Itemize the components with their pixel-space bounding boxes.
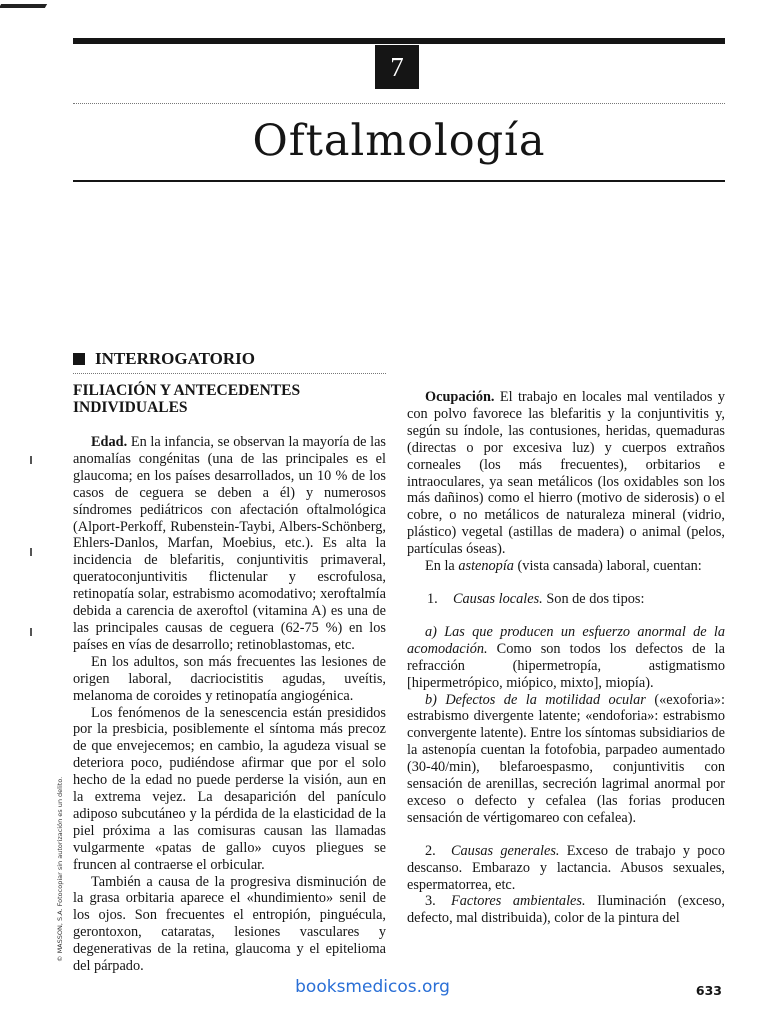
text-fragment: Como son todos los defectos de la refracción (hipermetropía, astigmatismo [hipermetrópico, miópico, mixto], miopía). bbox=[407, 640, 725, 691]
margin-tick bbox=[30, 456, 32, 464]
italic-term: Causas locales. bbox=[453, 590, 543, 607]
section-square-icon bbox=[73, 353, 85, 365]
italic-term: b) Defectos de la motilidad ocular bbox=[425, 691, 646, 708]
copyright-margin-note: © MASSON, S.A. Fotocopiar sin autorización es un delito. bbox=[56, 776, 64, 962]
subitem-b bbox=[407, 692, 725, 827]
section-title: INTERROGATORIO bbox=[95, 349, 255, 368]
ocupacion-label: Ocupación. bbox=[425, 389, 495, 405]
left-column bbox=[73, 348, 386, 975]
text-fragment: Exceso de trabajo y poco descanso. Embarazo y lactancia. Abusos sexuales, espermatorrea, etc. bbox=[407, 842, 725, 893]
list-item-causas-generales bbox=[407, 843, 725, 894]
text-fragment: Iluminación (exceso, defecto, mal distribuida), color de la pintura del bbox=[407, 893, 725, 927]
section-divider bbox=[73, 373, 386, 374]
list-item-factores-ambientales bbox=[407, 893, 725, 927]
item-number: 2. bbox=[425, 842, 436, 859]
sub-heading: FILIACIÓN Y ANTECEDENTES INDIVIDUALES bbox=[73, 382, 301, 416]
chapter-number: 7 bbox=[375, 45, 419, 89]
chapter-title: Oftalmología bbox=[252, 116, 546, 166]
paragraph-text: El trabajo en locales mal ventilados y con polvo favorece las blefaritis y la conjuntivitis y, según su índole, las contusiones, heridas, quemaduras (directas o por excesiva luz) y cuerpos extraños corneales (los más frecuentes), orbitarios e intraoculares, ya sean metálicos (los oxidables son los más dañinos) como el hierro (motivo de siderosis) o el cobre, o no metálicos de naturaleza mineral (vidrio, plástico) vegetal (astillas de madera) o animal (pelos, partículas óseas). bbox=[407, 389, 725, 558]
item-number: 1. bbox=[427, 590, 438, 607]
spacer bbox=[407, 373, 725, 389]
list-item-causas-locales bbox=[407, 591, 725, 608]
paragraph-senescencia: Los fenómenos de la senescencia están presididos por la presbicia, posiblemente el síntoma más precoz de que envejecemos; en cambio, la agudeza visual se deteriora poco, pudiéndose afirmar que por el solo hecho de la edad no puede perderse la visión, aun en la extrema vejez. La desaparición del panículo adiposo subcutáneo y la pérdida de la elasticidad de la piel próxima a las comisuras causan las llamadas vulgarmente «patas de gallo» cuyos pliegues se fruncen al contraerse el orbicular. bbox=[73, 704, 386, 873]
corner-mark bbox=[0, 4, 47, 8]
edad-label: Edad. bbox=[91, 434, 128, 450]
right-column bbox=[407, 356, 725, 927]
spacer bbox=[407, 827, 725, 843]
paragraph-astenopia bbox=[407, 558, 725, 575]
title-rule bbox=[73, 180, 725, 182]
paragraph-edad bbox=[73, 434, 386, 654]
margin-tick bbox=[30, 548, 32, 556]
item-number: 3. bbox=[425, 893, 436, 910]
italic-term: astenopía bbox=[458, 558, 514, 575]
margin-tick bbox=[30, 628, 32, 636]
text-fragment: En la bbox=[425, 558, 459, 575]
dotted-rule bbox=[73, 103, 725, 104]
spacer bbox=[407, 608, 725, 624]
text-fragment: (vista cansada) laboral, cuentan: bbox=[513, 558, 702, 575]
section-heading bbox=[73, 348, 386, 370]
italic-term: Causas generales. bbox=[451, 842, 560, 859]
paragraph-ocupacion bbox=[407, 389, 725, 558]
paragraph-adultos: En los adultos, son más frecuentes las lesiones de origen laboral, dacriocistitis agudas, uveítis, melanoma de coroides y retinopatía angiogénica. bbox=[73, 653, 386, 704]
italic-term: Factores ambientales. bbox=[451, 893, 586, 910]
footer-site-link[interactable]: booksmedicos.org bbox=[295, 977, 450, 997]
paragraph-text: En la infancia, se observan la mayoría de las anomalías congénitas (una de las principales es el glaucoma; en los países desarrollados, un 10 % de los casos de ceguera se deben a él) y numerosos síndromes pediátricos con afectación oftalmológica (Alport-Perkoff, Rubenstein-Taybi, Albers-Schönberg, Ehlers-Danlos, Marfan, Moebius, etc.). Es alta la incidencia de blefaritis, conjuntivitis primaveral, queratoconjuntivitis flictenular y escrofulosa, retinopatía solar, estrabismo acomodativo; xeroftalmía debida a carencia de axeroftol (vitamina A) es una de las principales causas de ceguera (62-75 %) en los países en vías de desarrollo; retinoblastomas, etc. bbox=[73, 434, 386, 653]
spacer bbox=[407, 575, 725, 591]
text-fragment: («exoforia»: estrabismo divergente latente; «endoforia»: estrabismo convergente latente). Entre los síntomas subsidiarios de la astenopía cuentan la fotofobia, parpadeo aumentado (30-40/min), blefaroespasmo, conjuntivitis con sensación de arenillas, secreción lagrimal anormal por exceso o defecto y cefalea (las forias producen sensación de vértigomareo con cefalea). bbox=[407, 691, 725, 826]
subitem-a bbox=[407, 624, 725, 692]
spacer bbox=[407, 356, 725, 373]
text-fragment: Son de dos tipos: bbox=[542, 590, 645, 607]
page-number: 633 bbox=[695, 983, 722, 998]
top-rule bbox=[73, 38, 725, 44]
italic-term: a) Las que producen un esfuerzo anormal de la acomodación. bbox=[407, 623, 725, 657]
paragraph-grasa: También a causa de la progresiva disminución de la grasa orbitaria aparece el «hundimiento» senil de los ojos. Son frecuentes el entropión, pinguécula, gerontoxon, cataratas, lesiones vasculares y degenerativas de la retina, glaucoma y el epitelioma del párpado. bbox=[73, 873, 386, 975]
